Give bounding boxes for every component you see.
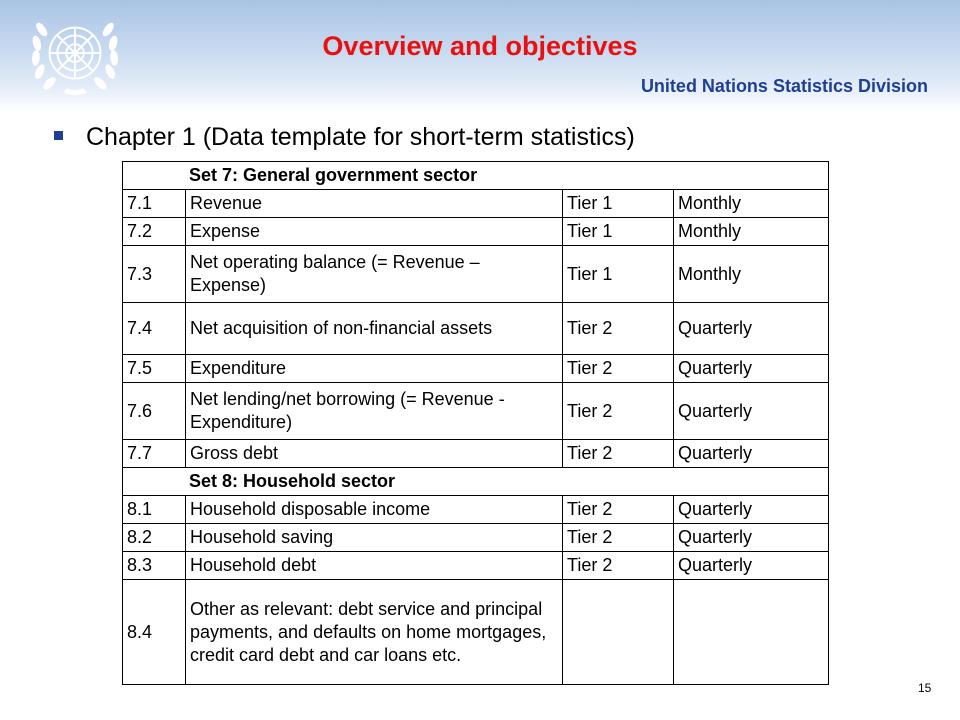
table-row xyxy=(123,496,829,524)
data-template-table xyxy=(122,161,829,685)
item-tier: Tier 2 xyxy=(563,440,674,468)
bullet-square-icon xyxy=(54,131,63,140)
table-row xyxy=(123,524,829,552)
table-set-header-row xyxy=(123,162,829,190)
page-number: 15 xyxy=(918,681,932,695)
table-row xyxy=(123,190,829,218)
item-description: Expense xyxy=(186,218,563,246)
organization-name: United Nations Statistics Division xyxy=(640,76,928,96)
item-description: Other as relevant: debt service and principal payments, and defaults on home mortgages, credit card debt and car loans etc. xyxy=(186,580,563,685)
item-code: 8.4 xyxy=(123,580,186,685)
item-frequency xyxy=(674,580,829,685)
table-row xyxy=(123,383,829,440)
item-code: 8.1 xyxy=(123,496,186,524)
item-code: 8.3 xyxy=(123,552,186,580)
page-title: Overview and objectives xyxy=(322,31,638,61)
item-code: 7.4 xyxy=(123,303,186,355)
item-frequency: Quarterly xyxy=(674,303,829,355)
item-code: 7.2 xyxy=(123,218,186,246)
item-code: 7.3 xyxy=(123,246,186,303)
item-tier: Tier 1 xyxy=(563,218,674,246)
item-description: Household debt xyxy=(186,552,563,580)
item-frequency: Quarterly xyxy=(674,355,829,383)
item-frequency: Quarterly xyxy=(674,383,829,440)
item-frequency: Quarterly xyxy=(674,440,829,468)
item-tier xyxy=(563,580,674,685)
item-tier: Tier 1 xyxy=(563,246,674,303)
item-code: 8.2 xyxy=(123,524,186,552)
item-tier: Tier 1 xyxy=(563,190,674,218)
item-description: Revenue xyxy=(186,190,563,218)
item-frequency: Monthly xyxy=(674,218,829,246)
item-description: Household disposable income xyxy=(186,496,563,524)
item-tier: Tier 2 xyxy=(563,355,674,383)
item-frequency: Monthly xyxy=(674,190,829,218)
item-tier: Tier 2 xyxy=(563,303,674,355)
item-tier: Tier 2 xyxy=(563,496,674,524)
set-heading: Set 7: General government sector xyxy=(123,162,829,190)
table-row xyxy=(123,246,829,303)
item-description: Gross debt xyxy=(186,440,563,468)
set-heading: Set 8: Household sector xyxy=(123,468,829,496)
item-description: Net operating balance (= Revenue – Expense) xyxy=(186,246,563,303)
table-row xyxy=(123,218,829,246)
table-row xyxy=(123,580,829,685)
item-frequency: Quarterly xyxy=(674,552,829,580)
table-set-header-row xyxy=(123,468,829,496)
item-code: 7.6 xyxy=(123,383,186,440)
bullet-text: Chapter 1 (Data template for short-term statistics) xyxy=(86,123,635,151)
item-frequency: Monthly xyxy=(674,246,829,303)
bullet-item xyxy=(54,123,635,152)
item-frequency: Quarterly xyxy=(674,524,829,552)
table-row xyxy=(123,355,829,383)
item-code: 7.7 xyxy=(123,440,186,468)
item-description: Expenditure xyxy=(186,355,563,383)
item-tier: Tier 2 xyxy=(563,383,674,440)
item-code: 7.1 xyxy=(123,190,186,218)
item-tier: Tier 2 xyxy=(563,552,674,580)
table-row xyxy=(123,552,829,580)
item-tier: Tier 2 xyxy=(563,524,674,552)
item-description: Household saving xyxy=(186,524,563,552)
table-row xyxy=(123,303,829,355)
item-description: Net acquisition of non-financial assets xyxy=(186,303,563,355)
item-description: Net lending/net borrowing (= Revenue - Expenditure) xyxy=(186,383,563,440)
item-frequency: Quarterly xyxy=(674,496,829,524)
table-row xyxy=(123,440,829,468)
item-code: 7.5 xyxy=(123,355,186,383)
